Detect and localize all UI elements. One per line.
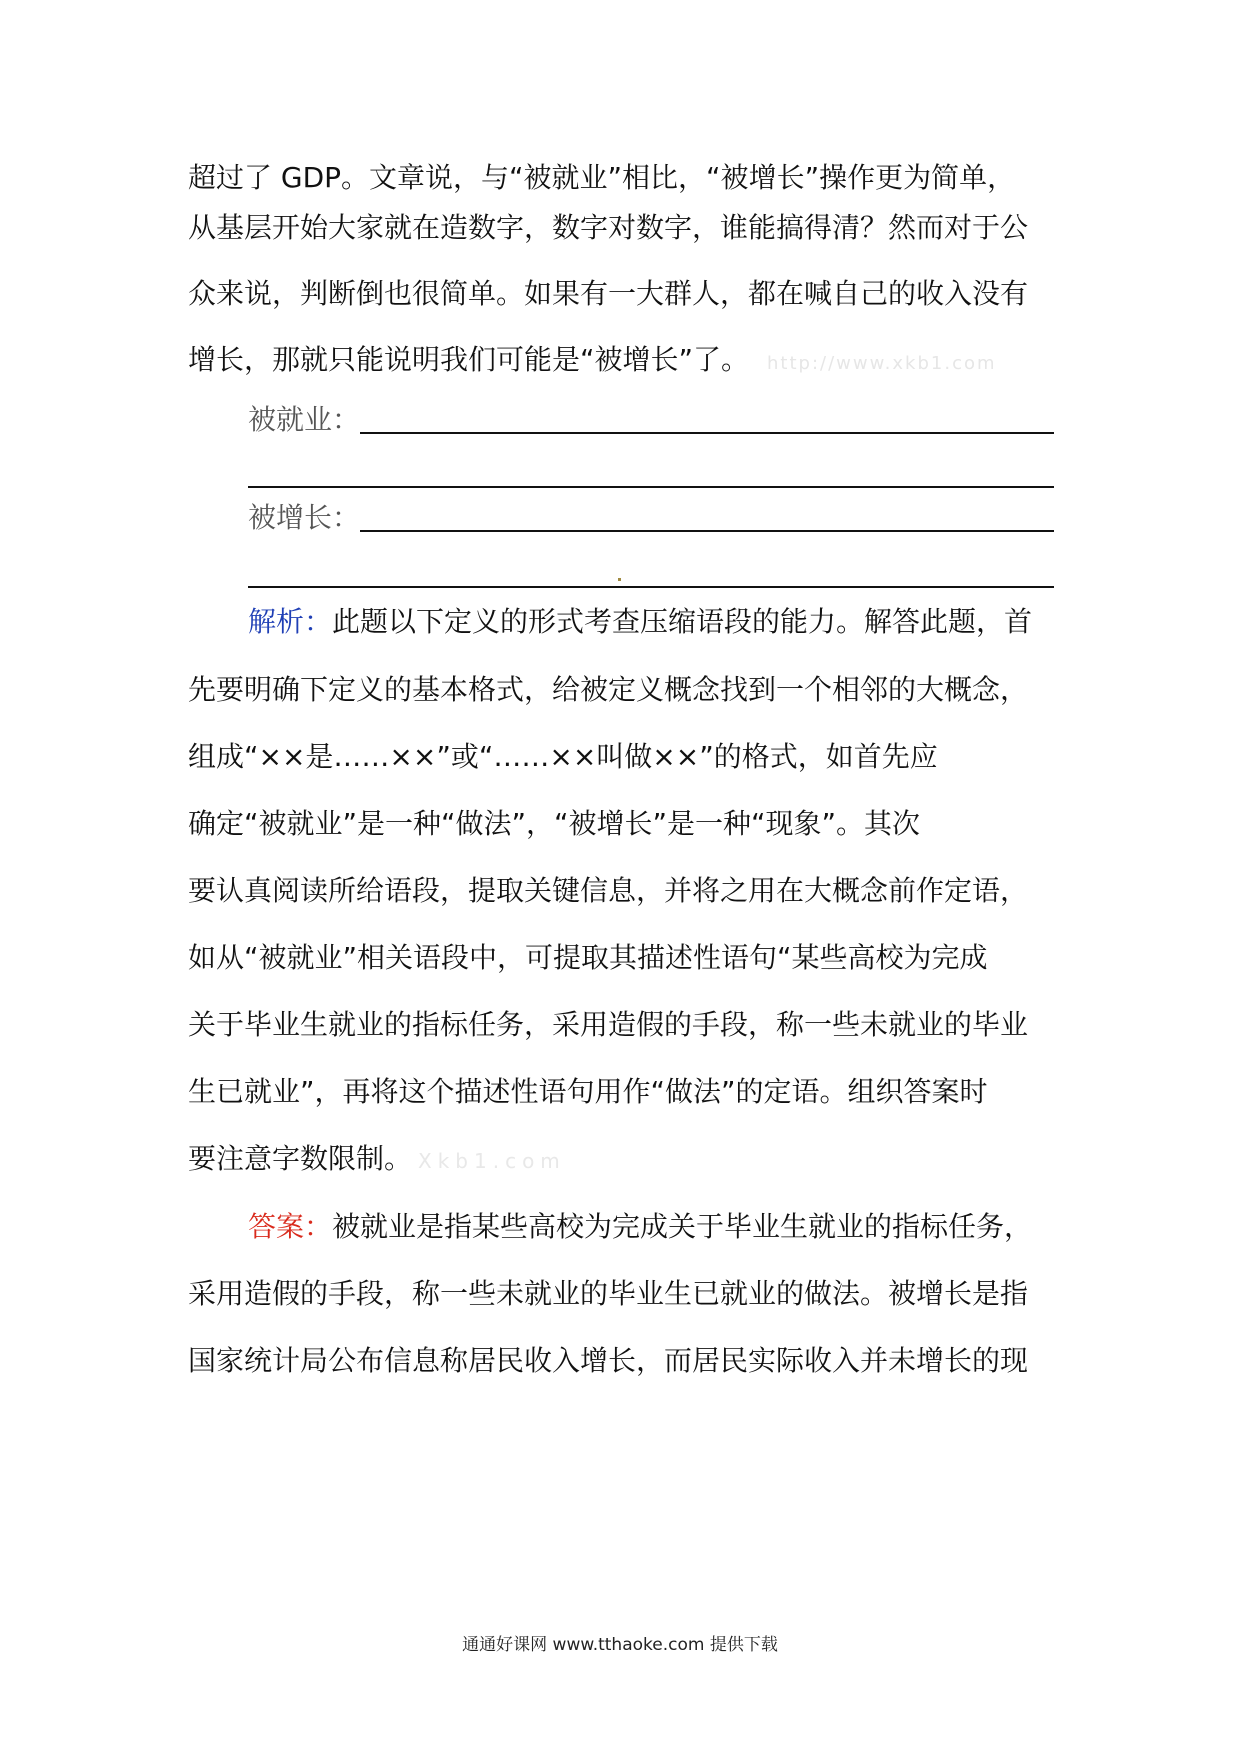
passage-line — [188, 340, 1068, 384]
analysis-text: 确定“被就业”是一种“做法”，“被增长”是一种“现象”。其次 — [188, 807, 921, 840]
blank-row-bei-jiuye — [248, 400, 1054, 440]
answer-tag: 答案： — [248, 1210, 333, 1243]
scan-speck — [618, 578, 621, 581]
page-footer — [0, 1633, 1240, 1657]
analysis-line — [188, 737, 1068, 777]
analysis-line — [188, 871, 1068, 911]
passage-text: 超过了 GDP。文章说，与“被就业”相比，“被增长”操作更为简单， — [188, 161, 1016, 194]
analysis-line — [188, 1072, 1068, 1112]
answer-line — [188, 1274, 1068, 1314]
passage-text: 众来说，判断倒也很简单。如果有一大群人，都在喊自己的收入没有 — [188, 277, 1029, 310]
analysis-text: 先要明确下定义的基本格式，给被定义概念找到一个相邻的大概念， — [188, 673, 1029, 706]
answer-text: 被就业是指某些高校为完成关于毕业生就业的指标任务， — [332, 1210, 1033, 1243]
passage-text: 从基层开始大家就在造数字，数字对数字，谁能搞得清？然而对于公 — [188, 211, 1029, 244]
answer-blank[interactable] — [360, 500, 1054, 532]
blank-label: 被就业： — [248, 403, 361, 436]
watermark-text: Xkb1.com — [418, 1149, 566, 1173]
analysis-text: 组成“××是……××”或“……××叫做××”的格式，如首先应 — [188, 740, 938, 773]
analysis-line — [188, 1139, 1068, 1181]
analysis-line — [248, 602, 1068, 642]
answer-text: 国家统计局公布信息称居民收入增长，而居民实际收入并未增长的现 — [188, 1344, 1029, 1377]
passage-line — [188, 208, 1068, 248]
analysis-text: 关于毕业生就业的指标任务，采用造假的手段，称一些未就业的毕业 — [188, 1008, 1029, 1041]
analysis-line — [188, 938, 1068, 978]
blank-row-bei-zengzhang — [248, 498, 1054, 538]
analysis-line — [188, 804, 1068, 844]
answer-text: 采用造假的手段，称一些未就业的毕业生已就业的做法。被增长是指 — [188, 1277, 1029, 1310]
answer-blank[interactable] — [248, 584, 1054, 588]
watermark-text: http://www.xkb1.com — [767, 353, 997, 374]
passage-line — [188, 274, 1068, 314]
analysis-text: 此题以下定义的形式考查压缩语段的能力。解答此题，首 — [332, 605, 1033, 638]
answer-line — [188, 1341, 1068, 1381]
analysis-text: 生已就业”，再将这个描述性语句用作“做法”的定语。组织答案时 — [188, 1075, 988, 1108]
analysis-line — [188, 670, 1068, 710]
passage-text: 增长，那就只能说明我们可能是“被增长”了。 — [188, 343, 750, 376]
analysis-text: 要认真阅读所给语段，提取关键信息，并将之用在大概念前作定语， — [188, 874, 1029, 907]
blank-label: 被增长： — [248, 501, 361, 534]
answer-line — [248, 1207, 1068, 1247]
analysis-text: 要注意字数限制。 — [188, 1142, 413, 1175]
analysis-line — [188, 1005, 1068, 1045]
passage-line — [188, 158, 1068, 198]
answer-blank[interactable] — [248, 484, 1054, 488]
footer-text: 通通好课网 www.tthaoke.com 提供下载 — [462, 1635, 778, 1655]
analysis-text: 如从“被就业”相关语段中，可提取其描述性语句“某些高校为完成 — [188, 941, 988, 974]
answer-blank[interactable] — [360, 402, 1054, 434]
analysis-tag: 解析： — [248, 605, 333, 638]
